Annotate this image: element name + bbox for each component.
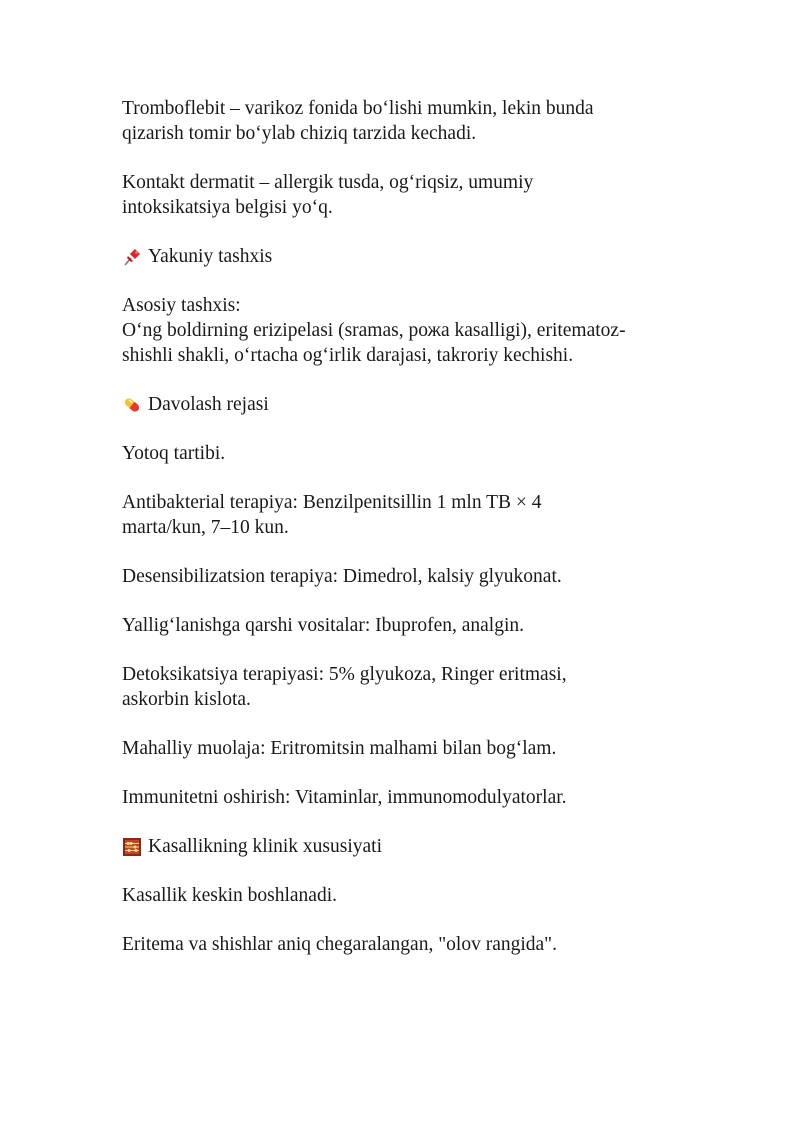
heading-treatment-plan (122, 392, 740, 417)
treatment-item (122, 736, 740, 761)
section-title: Yakuniy tashxis (148, 246, 273, 267)
text-line: Asosiy tashxis: (122, 295, 241, 316)
treatment-item (122, 662, 740, 712)
section-title: Kasallikning klinik xususiyati (148, 836, 382, 857)
text-line: Antibakterial terapiya: Benzilpenitsillin 1 mln TB × 4 (122, 492, 542, 513)
pill-icon (122, 395, 142, 415)
text-line: Yallig‘lanishga qarshi vositalar: Ibuprofen, analgin. (122, 615, 525, 636)
paragraph-contact-dermatitis (122, 170, 740, 220)
treatment-item (122, 785, 740, 810)
text-line: Mahalliy muolaja: Eritromitsin malhami bilan bog‘lam. (122, 738, 557, 759)
text-line: Yotoq tartibi. (122, 443, 226, 464)
text-line: Kontakt dermatit – allergik tusda, og‘riqsiz, umumiy (122, 172, 534, 193)
treatment-item (122, 564, 740, 589)
text-line: Kasallik keskin boshlanadi. (122, 885, 338, 906)
heading-final-diagnosis (122, 244, 740, 269)
text-line: qizarish tomir bo‘ylab chiziq tarzida kechadi. (122, 123, 477, 144)
clinical-item (122, 932, 740, 957)
text-line: askorbin kislota. (122, 689, 251, 710)
text-line: Desensibilizatsion terapiya: Dimedrol, kalsiy glyukonat. (122, 566, 562, 587)
treatment-item (122, 490, 740, 540)
paragraph-main-diagnosis (122, 293, 740, 368)
text-line: Tromboflebit – varikoz fonida bo‘lishi mumkin, lekin bunda (122, 98, 594, 119)
paragraph-thrombophlebitis (122, 96, 740, 146)
text-line: shishli shakli, o‘rtacha og‘irlik darajasi, takroriy kechishi. (122, 345, 574, 366)
clinical-item (122, 883, 740, 908)
pushpin-icon (122, 247, 142, 267)
text-line: Eritema va shishlar aniq chegaralangan, "olov rangida". (122, 934, 558, 955)
abacus-icon (122, 837, 142, 857)
section-title: Davolash rejasi (148, 394, 269, 415)
treatment-item (122, 441, 740, 466)
text-line: marta/kun, 7–10 kun. (122, 517, 289, 538)
treatment-item (122, 613, 740, 638)
heading-clinical-features (122, 834, 740, 859)
text-line: Detoksikatsiya terapiyasi: 5% glyukoza, Ringer eritmasi, (122, 664, 567, 685)
text-line: Immunitetni oshirish: Vitaminlar, immunomodulyatorlar. (122, 787, 567, 808)
text-line: intoksikatsiya belgisi yo‘q. (122, 197, 333, 218)
text-line: O‘ng boldirning erizipelasi (sramas, рожа kasalligi), eritematoz- (122, 320, 626, 341)
